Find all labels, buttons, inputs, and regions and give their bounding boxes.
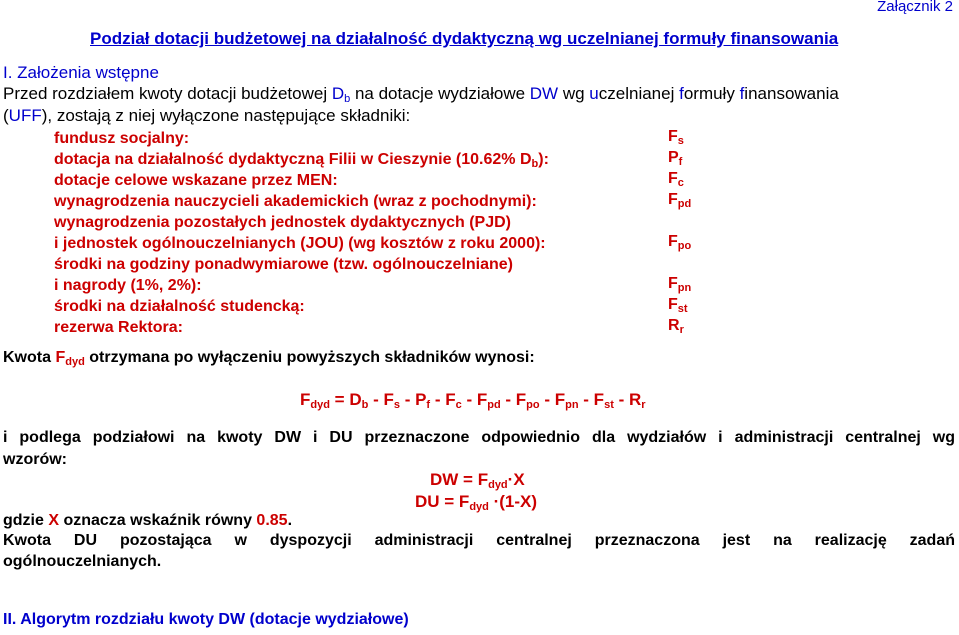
formula-term: - $P_f$	[399, 390, 431, 411]
section-1-heading: I. Założenia wstępne	[3, 63, 159, 82]
formula-term: - $R_r$	[613, 390, 646, 411]
attachment-label: Załącznik 2	[877, 0, 953, 15]
formula-term: - $F_s$	[368, 390, 400, 411]
intro-text: inansowania	[744, 84, 839, 103]
formula-term: - $F_{po}$	[500, 390, 540, 411]
symbol-fpo: $F_{po}$	[668, 233, 692, 252]
uff-letter: f	[739, 84, 745, 103]
intro-text: (	[3, 106, 9, 125]
list-item: dotacje celowe wskazane przez MEN:	[54, 172, 338, 189]
symbol-fpd: $F_{pd}$	[668, 191, 692, 210]
du-line-2: ogólnouczelnianych.	[3, 553, 162, 570]
intro-text: na dotacje wydziałowe	[350, 84, 530, 103]
intro-text: czelnianej	[598, 84, 680, 103]
list-item: środki na godziny ponadwymiarowe (tzw. ogólnouczelniane)	[54, 256, 513, 273]
symbol-fs: $F_s$	[668, 128, 684, 147]
intro-text: ), zostają z niej wyłączone następujące składniki:	[41, 106, 411, 125]
list-item: i nagrody (1%, 2%):	[54, 277, 202, 294]
uff-abbrev: UFF	[8, 106, 42, 125]
list-item: fundusz socjalny:	[54, 130, 190, 147]
components-list	[54, 128, 549, 338]
formula-term: - $F_{st}$	[578, 390, 614, 411]
intro-line-1	[3, 84, 839, 104]
symbol-fc: $F_c$	[668, 170, 684, 189]
gdzie-line: gdzie X oznacza wskaźnik równy 0.85.	[3, 512, 293, 529]
kwota-fdyd-line: Kwota $F_{dyd}$ otrzymana po wyłączeniu powyższych składników wynosi:	[3, 349, 535, 368]
uff-letter: u	[589, 84, 599, 103]
symbol-rr: $R_r$	[668, 317, 684, 336]
dw-formula: DW = $F_{dyd}\cdot X$	[430, 470, 525, 491]
podzial-line-1: i podlega podziałowi na kwoty DW i DU przeznaczone odpowiednio dla wydziałów i administracji centralnej wg	[3, 429, 955, 446]
uff-letter: f	[679, 84, 684, 103]
intro-line-2	[3, 106, 410, 126]
du-formula: DU = $F_{dyd} \cdot(1-X)$	[415, 492, 538, 513]
formula-term: - $F_{pd}$	[461, 390, 501, 411]
list-item: rezerwa Rektora:	[54, 319, 183, 336]
x-symbol: X	[48, 512, 60, 529]
formula-term: - $F_{pn}$	[539, 390, 579, 411]
symbol-pf: $P_f$	[668, 149, 683, 168]
intro-text: wg	[558, 84, 590, 103]
list-item: dotacja na działalność dydaktyczną Filii w Cieszynie (10.62% $D_b$):	[54, 151, 549, 170]
intro-text: ormuły	[683, 84, 740, 103]
formula-term: $F_{dyd}$	[300, 390, 330, 411]
formula-term: = $D_b$	[329, 390, 369, 411]
intro-text: Przed rozdziałem kwoty dotacji budżetowej	[3, 84, 332, 103]
podzial-line-2: wzorów:	[3, 451, 67, 468]
fdyd-formula	[300, 390, 646, 410]
formula-term: - $F_c$	[430, 390, 462, 411]
list-item: wynagrodzenia pozostałych jednostek dydaktycznych (PJD)	[54, 214, 511, 231]
symbol-fst: $F_{st}$	[668, 296, 688, 315]
du-line-1: Kwota DU pozostająca w dyspozycji administracji centralnej przeznaczona jest na realizację zadań	[3, 532, 955, 549]
list-item: i jednostek ogólnouczelnianych (JOU) (wg kosztów z roku 2000):	[54, 235, 546, 252]
section-2-heading: II. Algorytm rozdziału kwoty DW (dotacje wydziałowe)	[3, 611, 409, 628]
dw-abbrev: DW	[529, 84, 559, 103]
page-title: Podział dotacji budżetowej na działalność dydaktyczną wg uczelnianej formuły finansowania	[90, 29, 839, 48]
symbol-fpn: $F_{pn}$	[668, 275, 692, 294]
x-value: 0.85	[256, 512, 288, 529]
db-symbol: $D_b$	[331, 84, 351, 105]
list-item: środki na działalność studencką:	[54, 298, 305, 315]
list-item: wynagrodzenia nauczycieli akademickich (wraz z pochodnymi):	[54, 193, 537, 210]
